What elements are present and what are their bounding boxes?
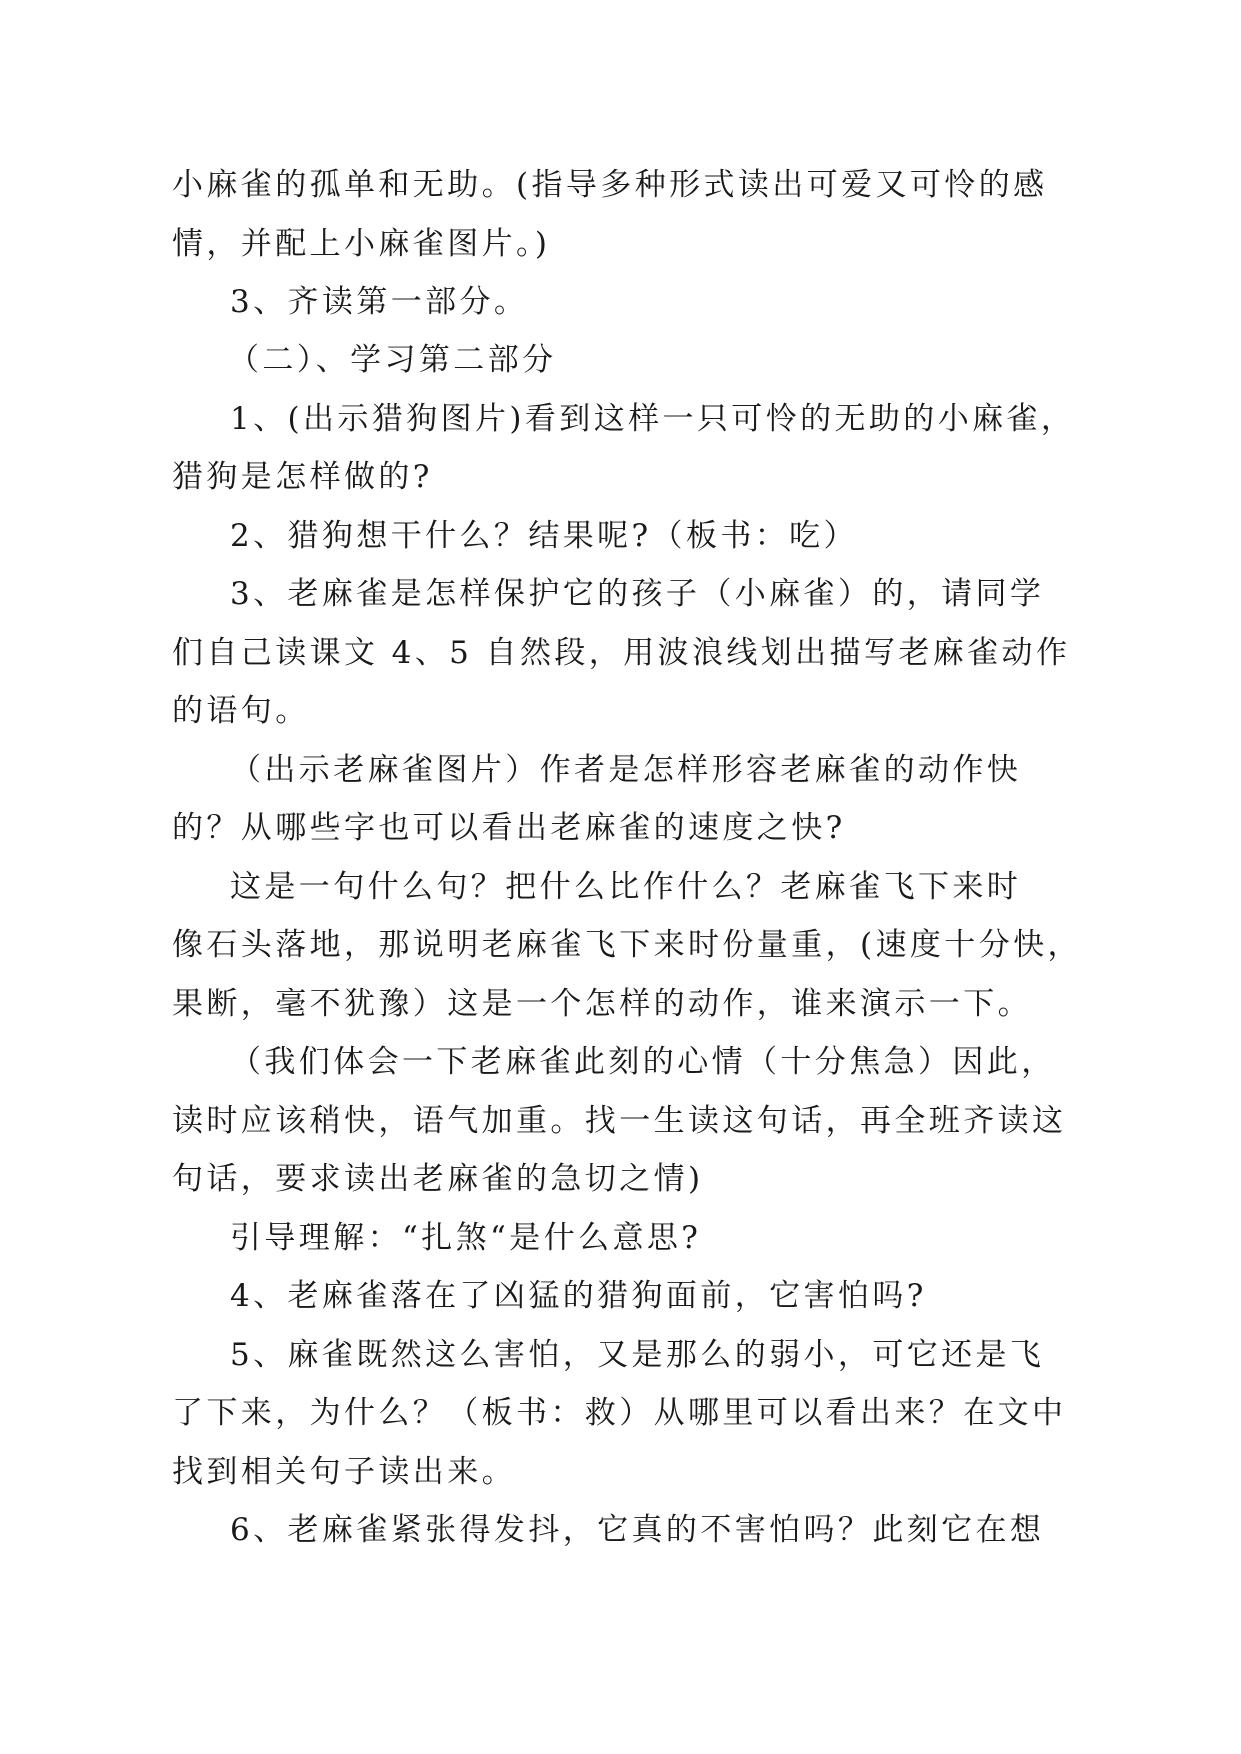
text-line: （出示老麻雀图片）作者是怎样形容老麻雀的动作快 — [230, 752, 1022, 788]
text-line: 句话，要求读出老麻雀的急切之情) — [172, 1161, 704, 1197]
text-line: 2、猎狗想干什么？结果呢?（板书：吃） — [230, 518, 858, 554]
text-line: 像石头落地，那说明老麻雀飞下来时份量重，(速度十分快， — [172, 927, 1082, 963]
text-line: 读时应该稍快，语气加重。找一生读这句话，再全班齐读这 — [172, 1103, 1067, 1139]
text-line: 们自己读课文 4、5 自然段，用波浪线划出描写老麻雀动作 — [172, 635, 1071, 671]
text-line: （我们体会一下老麻雀此刻的心情（十分焦急）因此， — [230, 1044, 1056, 1080]
text-line: 果断，毫不犹豫）这是一个怎样的动作，谁来演示一下。 — [172, 986, 1032, 1022]
text-line: 找到相关句子读出来。 — [172, 1454, 516, 1490]
text-line: 3、老麻雀是怎样保护它的孩子（小麻雀）的，请同学 — [230, 576, 1045, 612]
text-line: 6、老麻雀紧张得发抖，它真的不害怕吗？此刻它在想 — [230, 1512, 1045, 1548]
text-line: 的？从哪些字也可以看出老麻雀的速度之快? — [172, 810, 846, 846]
text-line: 4、老麻雀落在了凶猛的猎狗面前，它害怕吗? — [230, 1278, 927, 1314]
text-line: 猎狗是怎样做的? — [172, 459, 433, 495]
text-line: 3、齐读第一部分。 — [230, 284, 529, 320]
text-line: 1、(出示猎狗图片)看到这样一只可怜的无助的小麻雀， — [230, 401, 1076, 437]
text-line: 引导理解：“扎煞“是什么意思? — [230, 1220, 702, 1256]
text-line: 的语句。 — [172, 693, 310, 729]
text-line: 情，并配上小麻雀图片。) — [172, 226, 551, 262]
text-line: 了下来，为什么？（板书：救）从哪里可以看出来？在文中 — [172, 1395, 1067, 1431]
section-heading: （二）、学习第二部分 — [228, 342, 557, 378]
text-line: 小麻雀的孤单和无助。(指导多种形式读出可爱又可怜的感 — [172, 167, 1048, 203]
text-line: 这是一句什么句？把什么比作什么？老麻雀飞下来时 — [230, 869, 1022, 905]
text-line: 5、麻雀既然这么害怕，又是那么的弱小，可它还是飞 — [230, 1337, 1045, 1373]
